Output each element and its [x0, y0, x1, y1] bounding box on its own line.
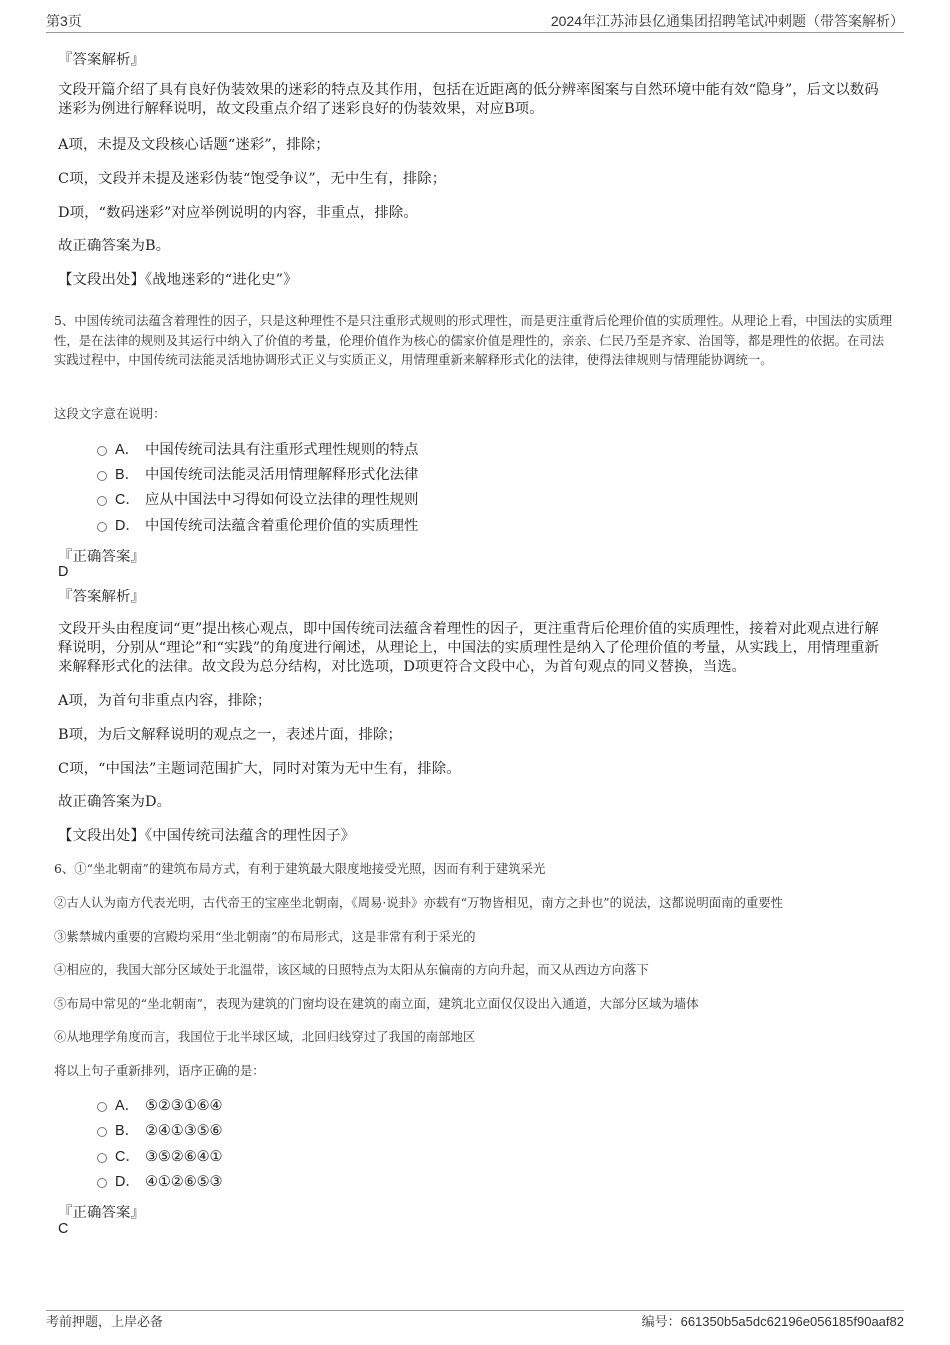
q5-analysis-text: 文段开头由程度词“更”提出核心观点，即中国传统司法蕴含着理性的因子，更注重背后伦理价值的实质理性，接着对此观点进行解释说明，分别从“理论”和“实践”的角度进行阐述，从理论上，中国法的实质理性是纳入了伦理价值的考量，从实践上，用情理重新来解释形式化的法律。故文段为总分结构，对比选项，D项更符合文段中心，为首句观点的同义替换，当选。: [58, 621, 879, 675]
q5-answer: D: [58, 564, 69, 580]
radio-icon[interactable]: [97, 1178, 107, 1188]
page-footer: [46, 1310, 904, 1335]
q5-option-b-analysis: B项，为后文解释说明的观点之一，表述片面，排除；: [58, 727, 402, 743]
q6-prompt: 将以上句子重新排列，语序正确的是：: [54, 1063, 265, 1078]
radio-icon[interactable]: [97, 471, 107, 481]
q6-answer-header: 『正确答案』: [58, 1205, 145, 1221]
q6-sentence-1: 6、①“坐北朝南”的建筑布局方式，有利于建筑最大限度地接受光照，因而有利于建筑采光: [54, 861, 546, 876]
q6-option-a[interactable]: A． ⑤②③①⑥④: [97, 1096, 222, 1116]
radio-icon[interactable]: [97, 446, 107, 456]
q5-option-a[interactable]: A． 中国传统司法具有注重形式理性规则的特点: [97, 440, 418, 460]
q4-option-c-analysis: C项，文段并未提及迷彩伪装“饱受争议”，无中生有，排除；: [58, 171, 447, 187]
radio-icon[interactable]: [97, 496, 107, 506]
q5-source: 【文段出处】《中国传统司法蕴含的理性因子》: [58, 828, 356, 844]
document-title: 2024年江苏沛县亿通集团招聘笔试冲刺题（带答案解析）: [550, 13, 904, 29]
q4-analysis-text: 文段开篇介绍了具有良好伪装效果的迷彩的特点及其作用，包括在近距离的低分辨率图案与自然环境中能有效“隐身”，后文以数码迷彩为例进行解释说明，故文段重点介绍了迷彩良好的伪装效果，对应B项。: [58, 82, 879, 117]
q5-stem: 5、中国传统司法蕴含着理性的因子，只是这种理性不是只注重形式规则的形式理性，而是更注重背后伦理价值的实质理性。从理论上看，中国法的实质理性，是在法律的规则及其运行中纳入了价值的考量，伦理价值作为核心的儒家价值是理性的，亲亲、仁民乃至是齐家、治国等，都是理性的依据。在司法实践过程中，中国传统司法能灵活地协调形式正义与实质正义，用情理重新来解释形式化的法律，使得法律规则与情理能协调统一。: [54, 313, 893, 367]
q5-option-d[interactable]: D． 中国传统司法蕴含着重伦理价值的实质理性: [97, 516, 418, 536]
q6-sentence-3: ③紫禁城内重要的宫殿均采用“坐北朝南”的布局形式，这是非常有利于采光的: [54, 929, 476, 944]
q6-option-b[interactable]: B． ②④①③⑤⑥: [97, 1121, 222, 1141]
q6-sentence-6: ⑥从地理学角度而言，我国位于北半球区域，北回归线穿过了我国的南部地区: [54, 1029, 476, 1044]
q5-prompt: 这段文字意在说明：: [54, 406, 166, 421]
radio-icon[interactable]: [97, 1153, 107, 1163]
q4-conclusion: 故正确答案为B。: [58, 238, 171, 254]
q5-option-c[interactable]: C． 应从中国法中习得如何设立法律的理性规则: [97, 490, 418, 510]
q4-analysis-header: 『答案解析』: [58, 52, 145, 68]
q5-option-b[interactable]: B． 中国传统司法能灵活用情理解释形式化法律: [97, 465, 418, 485]
radio-icon[interactable]: [97, 522, 107, 532]
q5-analysis-header: 『答案解析』: [58, 589, 145, 605]
footer-slogan: 考前押题，上岸必备: [46, 1314, 164, 1329]
q6-option-c[interactable]: C． ③⑤②⑥④①: [97, 1147, 222, 1167]
q5-option-c-analysis: C项，“中国法”主题词范围扩大，同时对策为无中生有，排除。: [58, 761, 461, 777]
q5-answer-header: 『正确答案』: [58, 549, 145, 565]
q4-source: 【文段出处】《战地迷彩的“进化史”》: [58, 272, 298, 288]
q5-option-a-analysis: A项，为首句非重点内容，排除；: [58, 693, 272, 709]
radio-icon[interactable]: [97, 1127, 107, 1137]
page-number: 第3页: [46, 13, 82, 29]
q6-sentence-2: ②古人认为南方代表光明，古代帝王的宝座坐北朝南，《周易·说卦》亦载有“万物皆相见，南方之卦也”的说法，这都说明面南的重要性: [54, 895, 784, 910]
q6-sentence-5: ⑤布局中常见的“坐北朝南”，表现为建筑的门窗均设在建筑的南立面，建筑北立面仅仅设出入通道，大部分区域为墙体: [54, 996, 699, 1011]
q5-conclusion: 故正确答案为D。: [58, 794, 172, 810]
q6-sentence-4: ④相应的，我国大部分区域处于北温带，该区域的日照特点为太阳从东偏南的方向升起，而又从西边方向落下: [54, 962, 649, 977]
document-code: 编号：661350b5a5dc62196e056185f90aaf82: [641, 1314, 904, 1329]
page-header: [46, 10, 904, 33]
q4-option-d-analysis: D项，“数码迷彩”对应举例说明的内容，非重点，排除。: [58, 205, 418, 221]
q4-option-a-analysis: A项，未提及文段核心话题“迷彩”，排除；: [58, 137, 330, 153]
q6-option-d[interactable]: D． ④①②⑥⑤③: [97, 1172, 222, 1192]
radio-icon[interactable]: [97, 1102, 107, 1112]
q6-answer: C: [58, 1221, 69, 1237]
